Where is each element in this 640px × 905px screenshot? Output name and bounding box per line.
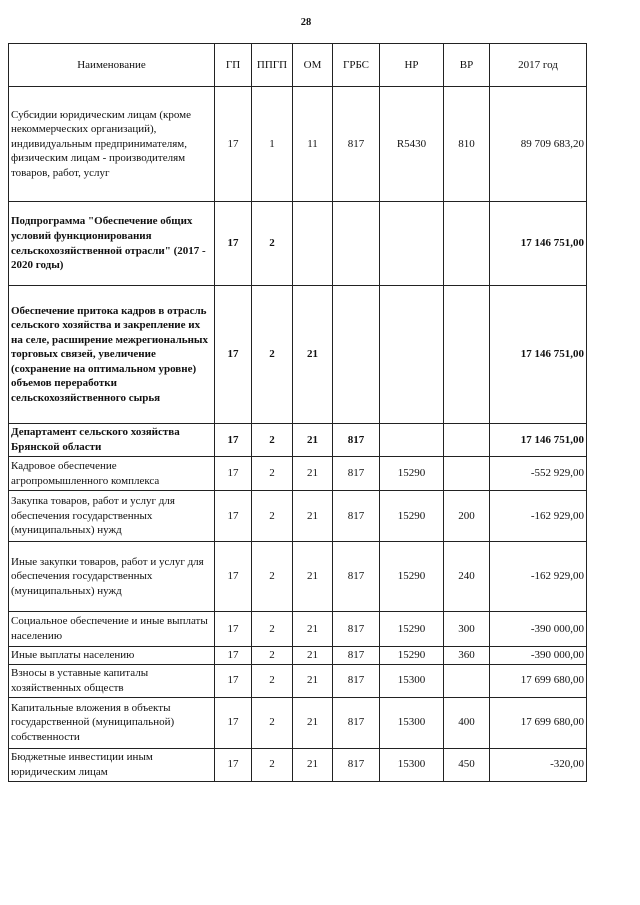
row-amount: -390 000,00 <box>490 612 587 647</box>
table-row <box>9 87 587 202</box>
row-gp: 17 <box>215 664 252 697</box>
row-amount: 17 699 680,00 <box>490 664 587 697</box>
row-np <box>380 202 444 286</box>
row-grbs: 817 <box>333 457 380 491</box>
row-vr: 360 <box>444 647 490 665</box>
row-name: Департамент сельского хозяйства Брянской области <box>9 424 215 457</box>
row-gp: 17 <box>215 697 252 748</box>
row-name: Взносы в уставные капиталы хозяйственных обществ <box>9 664 215 697</box>
row-amount: 89 709 683,20 <box>490 87 587 202</box>
row-vr <box>444 424 490 457</box>
row-grbs: 817 <box>333 87 380 202</box>
row-np: 15290 <box>380 647 444 665</box>
table-row <box>9 542 587 612</box>
row-ppgp: 2 <box>252 542 293 612</box>
row-grbs: 817 <box>333 491 380 542</box>
table-row <box>9 664 587 697</box>
row-om: 21 <box>293 748 333 781</box>
row-gp: 17 <box>215 457 252 491</box>
row-np: 15300 <box>380 748 444 781</box>
row-grbs: 817 <box>333 542 380 612</box>
row-vr: 240 <box>444 542 490 612</box>
row-np: R5430 <box>380 87 444 202</box>
row-om: 21 <box>293 542 333 612</box>
budget-table <box>8 43 587 782</box>
row-vr: 400 <box>444 697 490 748</box>
col-header-ppgp: ППГП <box>252 44 293 87</box>
row-ppgp: 2 <box>252 202 293 286</box>
row-amount: -162 929,00 <box>490 542 587 612</box>
row-vr <box>444 664 490 697</box>
row-gp: 17 <box>215 87 252 202</box>
row-vr <box>444 457 490 491</box>
row-grbs: 817 <box>333 647 380 665</box>
row-name: Капитальные вложения в объекты государственной (муниципальной) собственности <box>9 697 215 748</box>
page-number: 28 <box>300 17 312 28</box>
row-gp: 17 <box>215 542 252 612</box>
col-header-om: ОМ <box>293 44 333 87</box>
table-row <box>9 491 587 542</box>
row-om: 21 <box>293 664 333 697</box>
row-grbs <box>333 286 380 424</box>
col-header-year: 2017 год <box>490 44 587 87</box>
row-amount: -320,00 <box>490 748 587 781</box>
row-name: Обеспечение притока кадров в отрасль сельского хозяйства и закрепление их на селе, расширение межрегиональных торговых связей, увеличение (сохранение на оптимальном уровне) объемов переработки сельскохозяйственного сырья <box>9 286 215 424</box>
table-row <box>9 748 587 781</box>
row-grbs <box>333 202 380 286</box>
row-grbs: 817 <box>333 424 380 457</box>
row-np: 15300 <box>380 664 444 697</box>
header-row <box>9 44 587 87</box>
row-name: Закупка товаров, работ и услуг для обеспечения государственных (муниципальных) нужд <box>9 491 215 542</box>
row-ppgp: 2 <box>252 424 293 457</box>
row-name: Субсидии юридическим лицам (кроме некоммерческих организаций), индивидуальным предпринимателям, физическим лицам - производителям товаров, работ, услуг <box>9 87 215 202</box>
row-vr: 810 <box>444 87 490 202</box>
row-np: 15290 <box>380 542 444 612</box>
row-amount: 17 146 751,00 <box>490 286 587 424</box>
row-amount: 17 146 751,00 <box>490 202 587 286</box>
row-grbs: 817 <box>333 697 380 748</box>
row-np: 15290 <box>380 491 444 542</box>
col-header-np: НР <box>380 44 444 87</box>
row-om: 21 <box>293 491 333 542</box>
row-vr: 450 <box>444 748 490 781</box>
row-ppgp: 2 <box>252 491 293 542</box>
row-grbs: 817 <box>333 748 380 781</box>
row-om <box>293 202 333 286</box>
col-header-name: Наименование <box>9 44 215 87</box>
row-om: 21 <box>293 457 333 491</box>
row-amount: 17 699 680,00 <box>490 697 587 748</box>
row-om: 11 <box>293 87 333 202</box>
row-ppgp: 2 <box>252 697 293 748</box>
table-row <box>9 424 587 457</box>
row-name: Иные выплаты населению <box>9 647 215 665</box>
table-row <box>9 647 587 665</box>
row-ppgp: 2 <box>252 612 293 647</box>
row-gp: 17 <box>215 491 252 542</box>
row-ppgp: 2 <box>252 286 293 424</box>
col-header-gp: ГП <box>215 44 252 87</box>
row-name: Подпрограмма "Обеспечение общих условий функционирования сельскохозяйственной отрасли" (2017 - 2020 годы) <box>9 202 215 286</box>
row-ppgp: 1 <box>252 87 293 202</box>
row-om: 21 <box>293 424 333 457</box>
row-np: 15290 <box>380 612 444 647</box>
row-om: 21 <box>293 697 333 748</box>
row-om: 21 <box>293 647 333 665</box>
row-om: 21 <box>293 612 333 647</box>
table-row <box>9 202 587 286</box>
row-np <box>380 286 444 424</box>
row-om: 21 <box>293 286 333 424</box>
row-amount: -390 000,00 <box>490 647 587 665</box>
row-ppgp: 2 <box>252 457 293 491</box>
row-ppgp: 2 <box>252 748 293 781</box>
row-name: Бюджетные инвестиции иным юридическим лицам <box>9 748 215 781</box>
row-name: Кадровое обеспечение агропромышленного комплекса <box>9 457 215 491</box>
row-name: Социальное обеспечение и иные выплаты населению <box>9 612 215 647</box>
table-row <box>9 457 587 491</box>
col-header-grbs: ГРБС <box>333 44 380 87</box>
row-ppgp: 2 <box>252 664 293 697</box>
row-name: Иные закупки товаров, работ и услуг для обеспечения государственных (муниципальных) нужд <box>9 542 215 612</box>
row-np: 15300 <box>380 697 444 748</box>
row-amount: -162 929,00 <box>490 491 587 542</box>
row-np <box>380 424 444 457</box>
col-header-vr: ВР <box>444 44 490 87</box>
row-grbs: 817 <box>333 612 380 647</box>
row-gp: 17 <box>215 286 252 424</box>
row-gp: 17 <box>215 612 252 647</box>
row-ppgp: 2 <box>252 647 293 665</box>
row-gp: 17 <box>215 424 252 457</box>
row-np: 15290 <box>380 457 444 491</box>
table-row <box>9 286 587 424</box>
row-vr: 300 <box>444 612 490 647</box>
row-vr <box>444 202 490 286</box>
row-gp: 17 <box>215 748 252 781</box>
row-vr: 200 <box>444 491 490 542</box>
row-gp: 17 <box>215 647 252 665</box>
row-vr <box>444 286 490 424</box>
table-row <box>9 612 587 647</box>
row-grbs: 817 <box>333 664 380 697</box>
row-gp: 17 <box>215 202 252 286</box>
row-amount: -552 929,00 <box>490 457 587 491</box>
row-amount: 17 146 751,00 <box>490 424 587 457</box>
table-row <box>9 697 587 748</box>
